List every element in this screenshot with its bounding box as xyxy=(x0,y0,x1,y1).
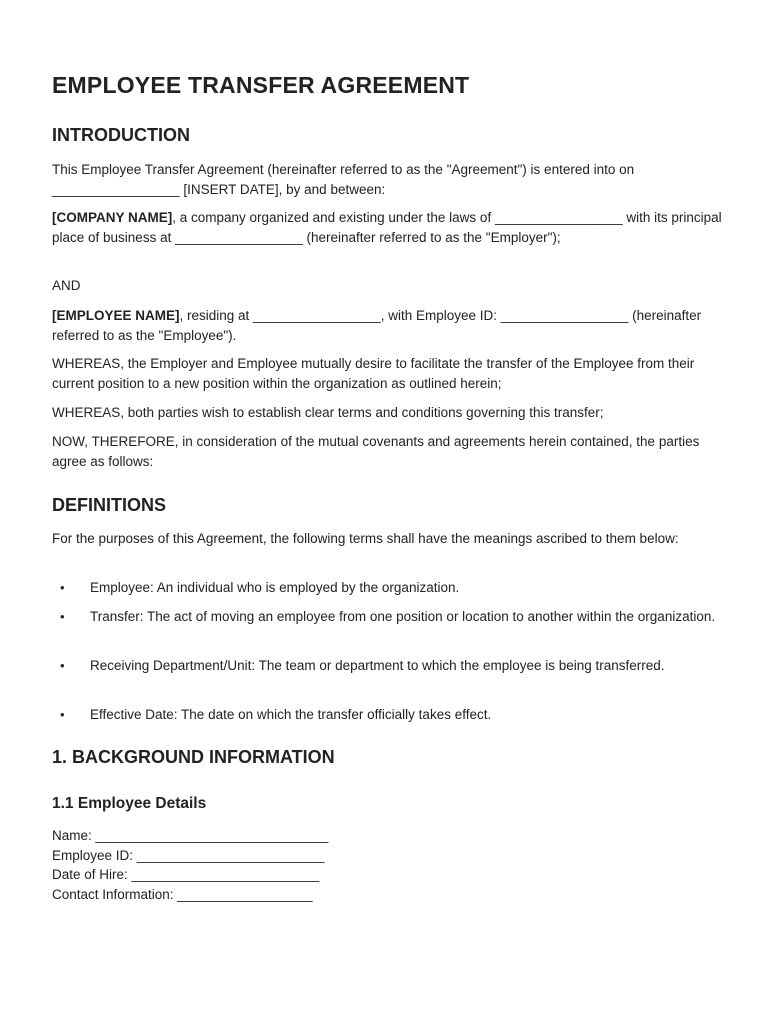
background-heading: 1. BACKGROUND INFORMATION xyxy=(52,747,335,767)
document-title: EMPLOYEE TRANSFER AGREEMENT xyxy=(52,72,470,98)
date-of-hire-field: Date of Hire: _________________________ xyxy=(52,867,320,882)
and-text: AND xyxy=(52,278,81,293)
bullet-icon: • xyxy=(60,580,65,595)
definition-transfer: Transfer: The act of moving an employee from one position or location to another within the organization. xyxy=(90,609,716,624)
definitions-heading: DEFINITIONS xyxy=(52,495,167,515)
whereas-paragraph-2: WHEREAS, both parties wish to establish clear terms and conditions governing this transfer; xyxy=(52,405,604,420)
contact-information-field: Contact Information: __________________ xyxy=(52,887,313,902)
employer-paragraph-text: , a company organized and existing under the laws of _________________ with its principal place of business at _________________ (hereinafter referred to as the "Employer"); xyxy=(52,210,722,245)
bullet-icon: • xyxy=(60,658,65,673)
employer-paragraph xyxy=(52,208,722,248)
employee-paragraph xyxy=(52,306,722,346)
now-therefore-paragraph: NOW, THEREFORE, in consideration of the mutual covenants and agreements herein contained, the parties agree as follows: xyxy=(52,434,700,469)
introduction-heading: INTRODUCTION xyxy=(52,125,190,145)
definition-employee: Employee: An individual who is employed by the organization. xyxy=(90,580,460,595)
definition-effective-date: Effective Date: The date on which the transfer officially takes effect. xyxy=(90,707,492,722)
bullet-icon: • xyxy=(60,609,65,624)
employee-name-placeholder: [EMPLOYEE NAME] xyxy=(52,308,180,323)
definition-receiving-department: Receiving Department/Unit: The team or department to which the employee is being transferred. xyxy=(90,658,665,673)
employee-id-field: Employee ID: _________________________ xyxy=(52,848,325,863)
employee-details-heading: 1.1 Employee Details xyxy=(52,795,207,812)
whereas-paragraph-1: WHEREAS, the Employer and Employee mutually desire to facilitate the transfer of the Employee from their current position to a new position within the organization as outlined herein; xyxy=(52,356,695,391)
company-name-placeholder: [COMPANY NAME] xyxy=(52,210,173,225)
name-field: Name: _______________________________ xyxy=(52,828,329,843)
introduction-paragraph: This Employee Transfer Agreement (hereinafter referred to as the "Agreement") is entered into on _________________ [INSERT DATE], by and between: xyxy=(52,162,635,197)
bullet-icon: • xyxy=(60,707,65,722)
definitions-intro: For the purposes of this Agreement, the following terms shall have the meanings ascribed to them below: xyxy=(52,531,679,546)
employee-paragraph-text: , residing at _________________, with Employee ID: _________________ (hereinafter referred to as the "Employee"). xyxy=(52,308,702,343)
